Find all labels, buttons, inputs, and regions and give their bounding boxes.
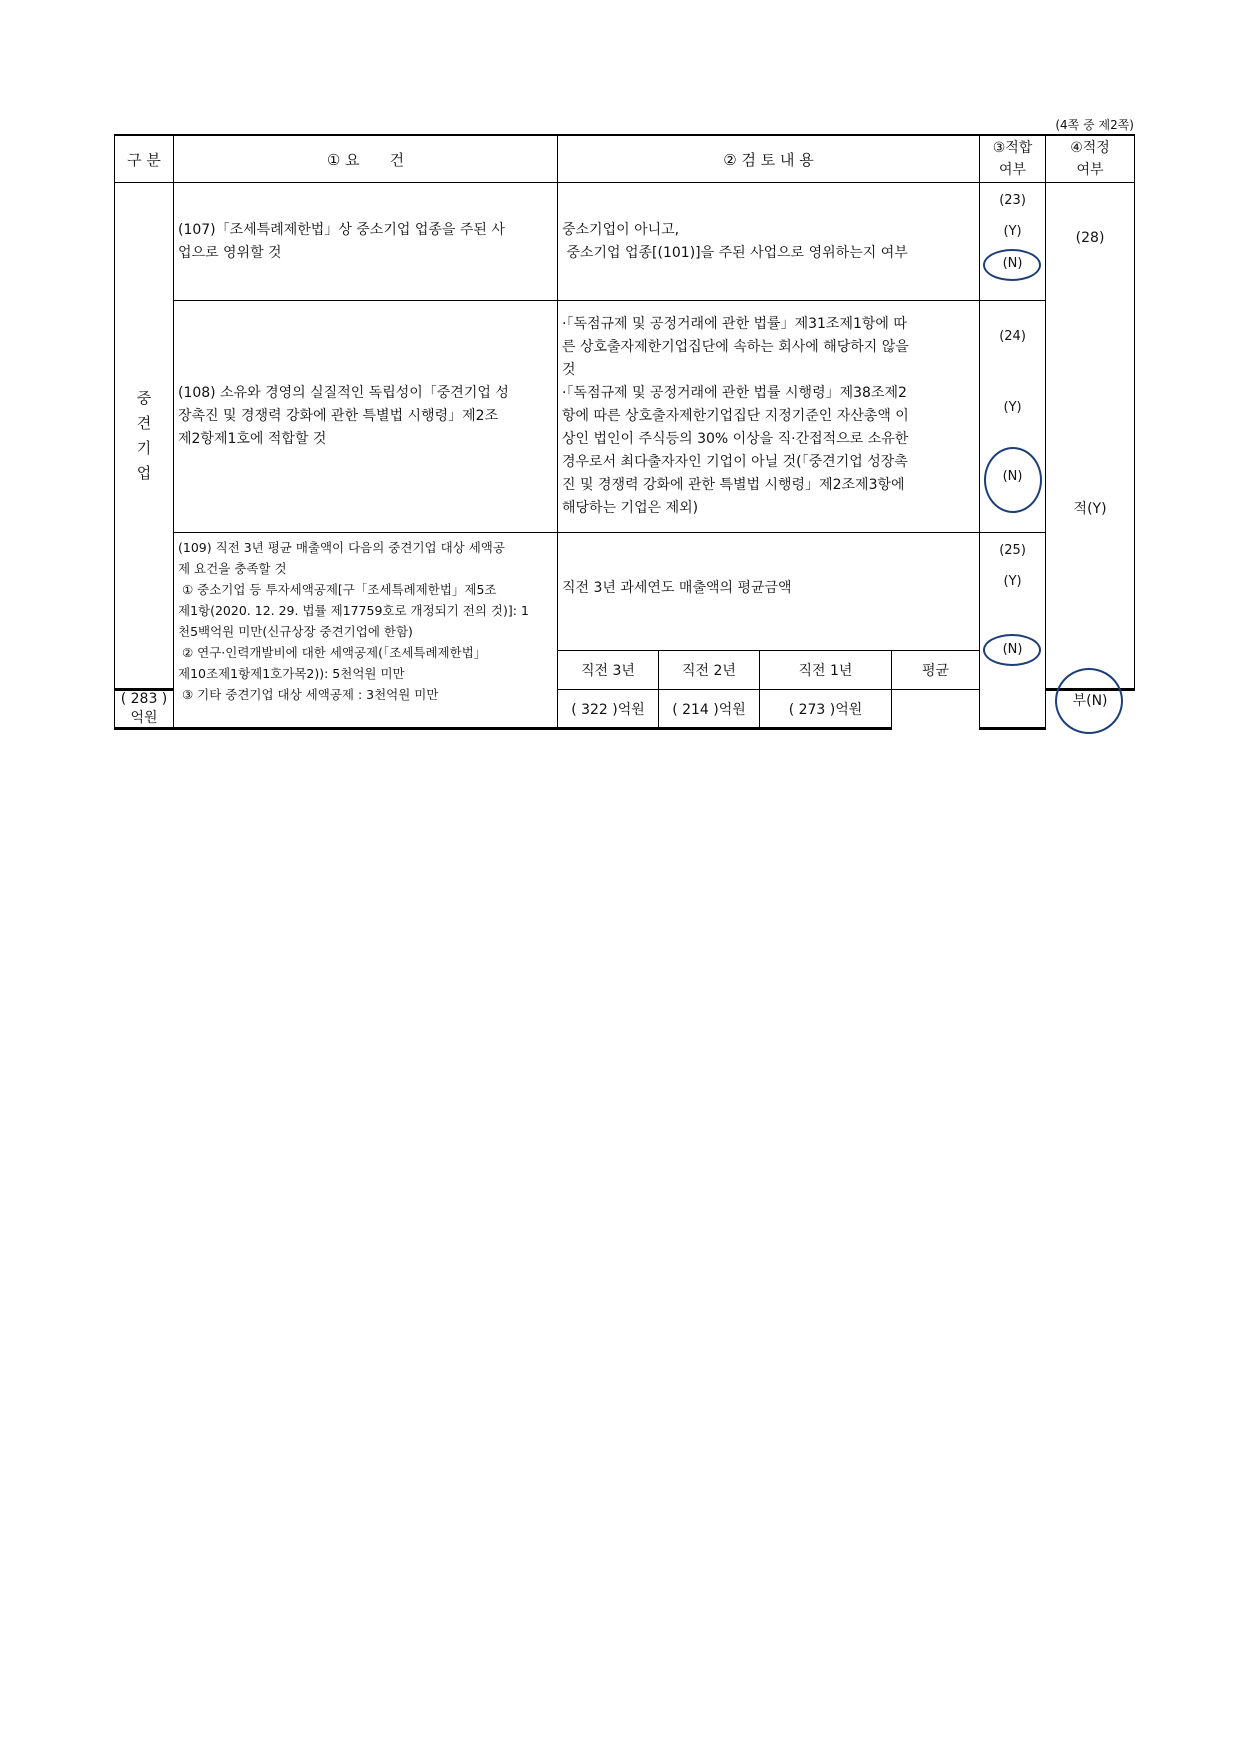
fit-108: (24) (Y) (N) xyxy=(980,301,1046,533)
review-table xyxy=(114,134,1135,730)
header-proper: ④적정 여부 xyxy=(1046,135,1135,183)
category-cell: 중 견 기 업 xyxy=(115,183,174,690)
table-row-109 xyxy=(115,533,1135,651)
requirement-109: (109) 직전 3년 평균 매출액이 다음의 중견기업 대상 세액공 제 요건을 충족할 것 ① 중소기업 등 투자세액공제[구「조세특례제한법」제5조 제1항(2020. 12. 29. 법률 제17759호로 개정되기 전의 것)]: 1 천5백억원 미만(신규상장 중견기업에 한함) ② 연구·인력개발비에 대한 세액공제(「조세특례제한법」 제10조제1항제1호가목2)): 5천억원 미만 ③ 기타 중견기업 대상 세액공제 : 3천억원 미만 xyxy=(174,533,558,729)
fit-107: (23) (Y) (N) xyxy=(980,183,1046,301)
requirement-107: (107)「조세특례제한법」상 중소기업 업종을 주된 사 업으로 영위할 것 xyxy=(174,183,558,301)
header-category: 구 분 xyxy=(115,135,174,183)
review-108: ·「독점규제 및 공정거래에 관한 법률」제31조제1항에 따 른 상호출자제한기업집단에 속하는 회사에 해당하지 않을 것 ·「독점규제 및 공정거래에 관한 법률 시행령」제38조제2 항에 따른 상호출자제한기업집단 지정기준인 자산총액 이 상인 법인이 주식등의 30% 이상을 직·간접적으로 소유한 경우로서 최다출자자인 기업이 아닐 것(「중견기업 성장촉 진 및 경쟁력 강화에 관한 특별법 시행령」제2조제3항에 해당하는 기업은 제외) xyxy=(558,301,980,533)
value-year2: ( 322 )억원 xyxy=(558,690,659,729)
subheader-year2: 직전 2년 xyxy=(659,651,760,690)
header-requirement: ① 요 건 xyxy=(174,135,558,183)
proper-cell: (28) 적(Y) 부(N) xyxy=(1046,183,1135,690)
header-review: ② 검 토 내 용 xyxy=(558,135,980,183)
subheader-year3: 직전 3년 xyxy=(558,651,659,690)
table-row-107 xyxy=(115,183,1135,301)
review-107: 중소기업이 아니고, 중소기업 업종[(101)]을 주된 사업으로 영위하는지 여부 xyxy=(558,183,980,301)
review-109: 직전 3년 과세연도 매출액의 평균금액 xyxy=(558,533,980,651)
subheader-year1: 직전 1년 xyxy=(760,651,892,690)
subheader-average: 평균 xyxy=(892,651,980,690)
value-average: ( 273 )억원 xyxy=(760,690,892,729)
fit-109: (25) (Y) (N) xyxy=(980,533,1046,729)
page-number-note: (4쪽 중 제2쪽) xyxy=(1055,118,1134,132)
value-year1: ( 214 )억원 xyxy=(659,690,760,729)
table-row-108 xyxy=(115,301,1135,533)
value-year3: ( 283 )억원 xyxy=(115,690,174,729)
table-header-row xyxy=(115,135,1135,183)
requirement-108: (108) 소유와 경영의 실질적인 독립성이「중견기업 성 장촉진 및 경쟁력 강화에 관한 특별법 시행령」제2조 제2항제1호에 적합할 것 xyxy=(174,301,558,533)
header-fit: ③적합 여부 xyxy=(980,135,1046,183)
